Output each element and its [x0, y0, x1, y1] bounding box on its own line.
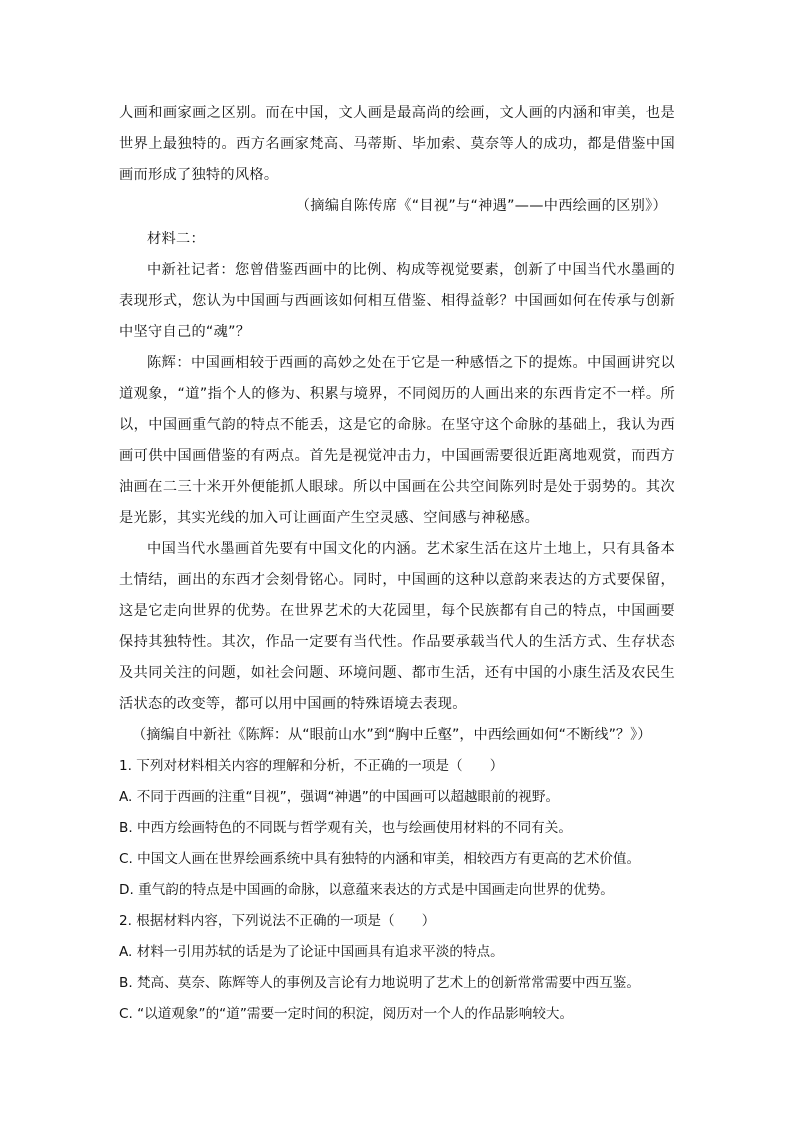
material-2-heading: 材料二： [147, 231, 205, 247]
source-citation-2: （摘编自中新社《陈辉：从“眼前山水”到“胸中丘壑”，中西绘画如何“不断线”？》） [132, 727, 652, 743]
question-1-option-c: C. 中国文人画在世界绘画系统中具有独特的内涵和审美，相较西方有更高的艺术价值。 [119, 851, 641, 867]
source-citation-1: （摘编自陈传席《“目视”与“神遇”——中西绘画的区别》） [295, 198, 667, 214]
question-1-stem: 1. 下列对材料相关内容的理解和分析，不正确的一项是（ ） [119, 758, 504, 774]
passage-paragraph-2: 中新社记者：您曾借鉴西画中的比例、构成等视觉要素，创新了中国当代水墨画的表现形式，您认为中国画与西画该如何相互借鉴、相得益彰？中国画如何在传承与创新中坚守自己的“魂”？ [119, 262, 675, 340]
passage-paragraph-1: 人画和画家画之区别。而在中国，文人画是最高尚的绘画，文人画的内涵和审美，也是世界上最独特的。西方名画家梵高、马蒂斯、毕加索、莫奈等人的成功，都是借鉴中国画而形成了独特的风格。 [119, 105, 675, 183]
question-2-stem: 2. 根据材料内容，下列说法不正确的一项是（ ） [119, 913, 436, 929]
question-1-option-b: B. 中西方绘画特色的不同既与哲学观有关，也与绘画使用材料的不同有关。 [119, 820, 572, 836]
question-1-option-d: D. 重气韵的特点是中国画的命脉，以意蕴来表达的方式是中国画走向世界的优势。 [119, 882, 614, 898]
passage-paragraph-4: 中国当代水墨画首先要有中国文化的内涵。艺术家生活在这片土地上，只有具备本土情结，画出的东西才会刻骨铭心。同时，中国画的这种以意韵来表达的方式要保留，这是它走向世界的优势。在世界艺术的大花园里，每个民族都有自己的特点，中国画要保持其独特性。其次，作品一定要有当代性。作品要承载当代人的生活方式、生存状态及共同关注的问题，如社会问题、环境问题、都市生活，还有中国的小康生活及农民生活状态的改变等，都可以用中国画的特殊语境去表现。 [119, 541, 675, 712]
question-2-option-c: C. “以道观象”的“道”需要一定时间的积淀，阅历对一个人的作品影响较大。 [119, 1006, 574, 1022]
question-1-option-a: A. 不同于西画的注重“目视”，强调“神遇”的中国画可以超越眼前的视野。 [119, 789, 560, 805]
question-2-option-a: A. 材料一引用苏轼的话是为了论证中国画具有追求平淡的特点。 [119, 944, 504, 960]
question-2-option-b: B. 梵高、莫奈、陈辉等人的事例及言论有力地说明了艺术上的创新常常需要中西互鉴。 [119, 975, 640, 991]
passage-paragraph-3: 陈辉：中国画相较于西画的高妙之处在于它是一种感悟之下的提炼。中国画讲究以道观象，“道”指个人的修为、积累与境界，不同阅历的人画出来的东西肯定不一样。所以，中国画重气韵的特点不能丢，这是它的命脉。在坚守这个命脉的基础上，我认为西画可供中国画借鉴的有两点。首先是视觉冲击力，中国画需要很近距离地观赏，而西方油画在二三十米开外便能抓人眼球。所以中国画在公共空间陈列时是处于弱势的。其次是光影，其实光线的加入可让画面产生空灵感、空间感与神秘感。 [119, 355, 675, 526]
